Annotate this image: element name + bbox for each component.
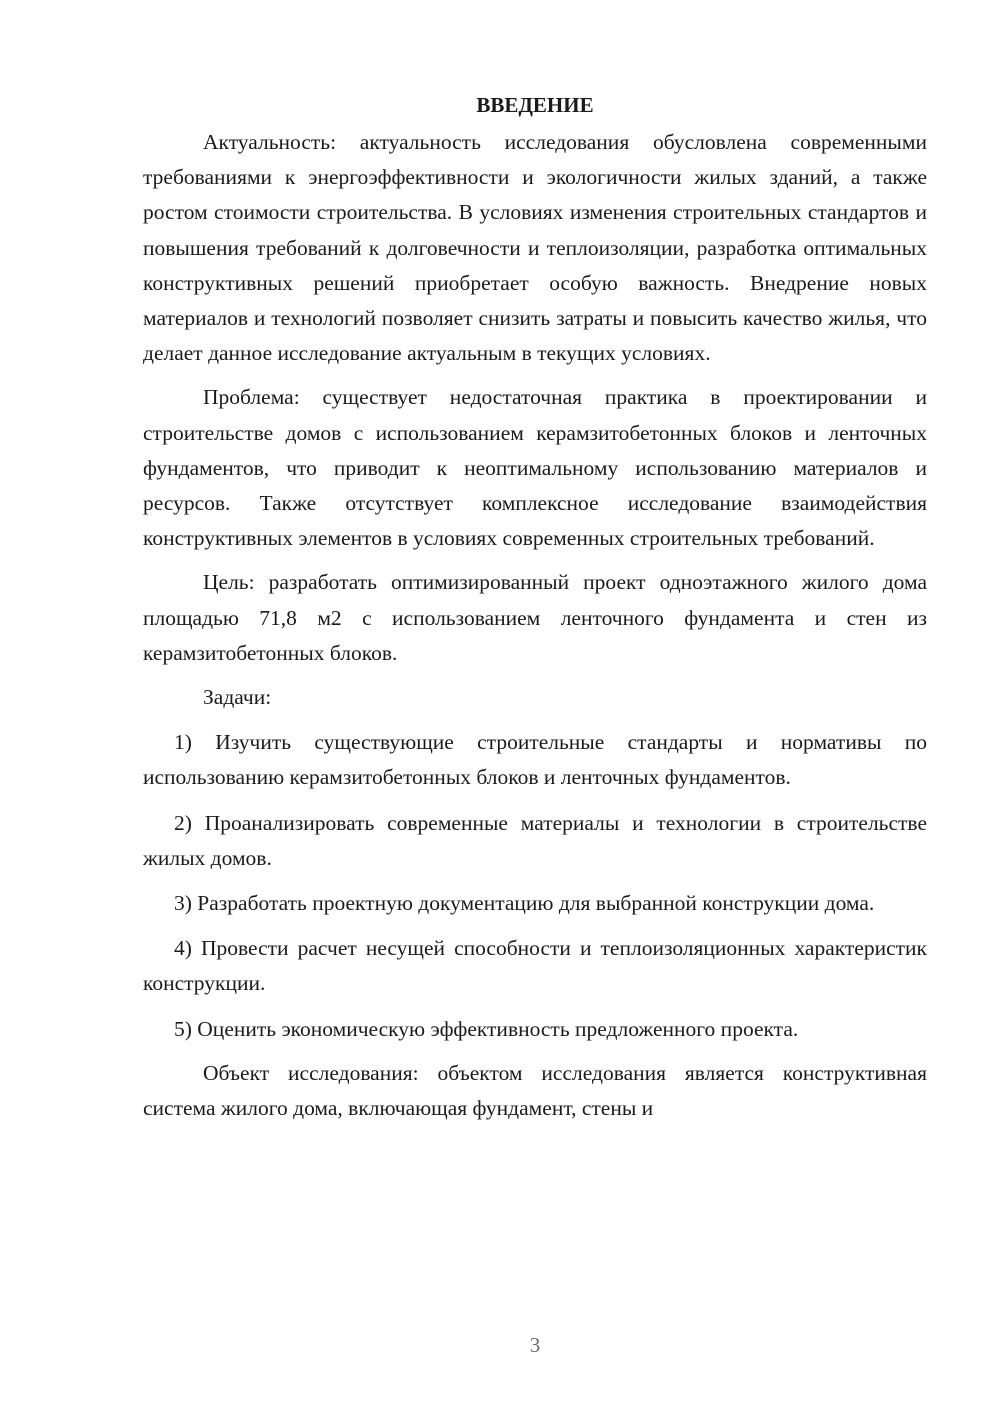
- task-item-3: 3) Разработать проектную документацию для выбранной конструкции дома.: [174, 891, 875, 916]
- relevance-paragraph: Актуальность: актуальность исследования обусловлена современными требованиями к энергоэффективности и экологичности жилых зданий, а также ростом стоимости строительства. В условиях изменения строительных стандартов и повышения требований к долговечности и теплоизоляции, разработка оптимальных конструктивных решений приобретает особую важность. Внедрение новых материалов и технологий позволяет снизить затраты и повысить качество жилья, что делает данное исследование актуальным в текущих условиях.: [143, 130, 927, 366]
- task-item-4: 4) Провести расчет несущей способности и теплоизоляционных характеристик конструкции.: [143, 936, 927, 996]
- document-page: [143, 88, 927, 1126]
- task-item-2: 2) Проанализировать современные материалы и технологии в строительстве жилых домов.: [143, 810, 927, 870]
- task-item-5: 5) Оценить экономическую эффективность предложенного проекта.: [174, 1016, 799, 1041]
- page-number: 3: [529, 1333, 541, 1357]
- task-item-1: 1) Изучить существующие строительные стандарты и нормативы по использованию керамзитобетонных блоков и ленточных фундаментов.: [143, 730, 927, 790]
- goal-paragraph: Цель: разработать оптимизированный проект одноэтажного жилого дома площадью 71,8 м2 с использованием ленточного фундамента и стен из керамзитобетонных блоков.: [143, 570, 927, 665]
- problem-paragraph: Проблема: существует недостаточная практика в проектировании и строительстве домов с использованием керамзитобетонных блоков и ленточных фундаментов, что приводит к неоптимальному использованию материалов и ресурсов. Также отсутствует комплексное исследование взаимодействия конструктивных элементов в условиях современных строительных требований.: [143, 385, 927, 551]
- section-title: ВВЕДЕНИЕ: [476, 93, 594, 117]
- tasks-heading: Задачи:: [203, 685, 272, 710]
- object-paragraph: Объект исследования: объектом исследования является конструктивная система жилого дома, включающая фундамент, стены и: [143, 1060, 927, 1121]
